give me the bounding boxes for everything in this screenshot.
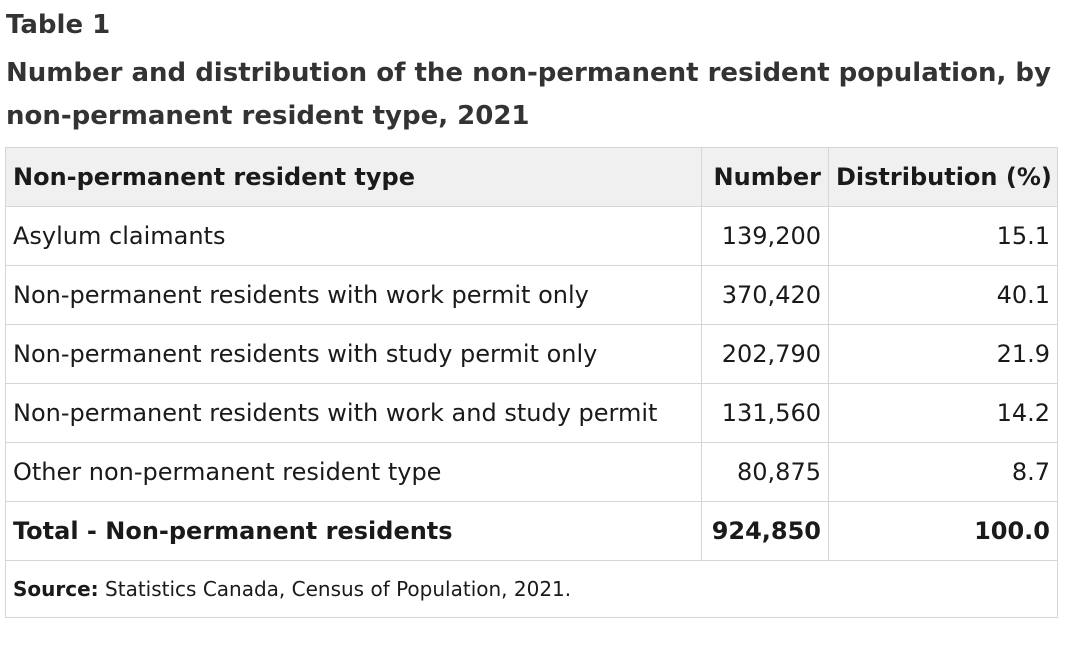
total-distribution: 100.0 — [829, 502, 1058, 561]
table-number: Table 1 — [6, 10, 111, 40]
header-row — [6, 148, 1058, 207]
cell-distribution: 40.1 — [829, 266, 1058, 325]
total-row — [6, 502, 1058, 561]
table-row — [6, 443, 1058, 502]
header-type: Non-permanent resident type — [6, 148, 702, 207]
cell-number: 80,875 — [702, 443, 829, 502]
cell-number: 139,200 — [702, 207, 829, 266]
cell-number: 131,560 — [702, 384, 829, 443]
table-row — [6, 384, 1058, 443]
header-distribution: Distribution (%) — [829, 148, 1058, 207]
cell-type: Non-permanent residents with study permit only — [6, 325, 702, 384]
cell-type: Non-permanent residents with work permit only — [6, 266, 702, 325]
source-note — [6, 561, 1058, 618]
data-table — [5, 147, 1058, 618]
table-row — [6, 325, 1058, 384]
cell-number: 370,420 — [702, 266, 829, 325]
total-number: 924,850 — [702, 502, 829, 561]
cell-type: Other non-permanent resident type — [6, 443, 702, 502]
cell-distribution: 8.7 — [829, 443, 1058, 502]
cell-distribution: 21.9 — [829, 325, 1058, 384]
cell-distribution: 14.2 — [829, 384, 1058, 443]
table-row — [6, 207, 1058, 266]
cell-type: Asylum claimants — [6, 207, 702, 266]
source-text: Statistics Canada, Census of Population, 2021. — [105, 577, 572, 601]
cell-number: 202,790 — [702, 325, 829, 384]
source-label: Source: — [13, 577, 99, 601]
total-type: Total - Non-permanent residents — [6, 502, 702, 561]
cell-type: Non-permanent residents with work and study permit — [6, 384, 702, 443]
table-row — [6, 266, 1058, 325]
table-title: Number and distribution of the non-permanent resident population, by non-permanent resident type, 2021 — [6, 58, 1051, 131]
cell-distribution: 15.1 — [829, 207, 1058, 266]
header-number: Number — [702, 148, 829, 207]
source-row — [6, 561, 1058, 618]
